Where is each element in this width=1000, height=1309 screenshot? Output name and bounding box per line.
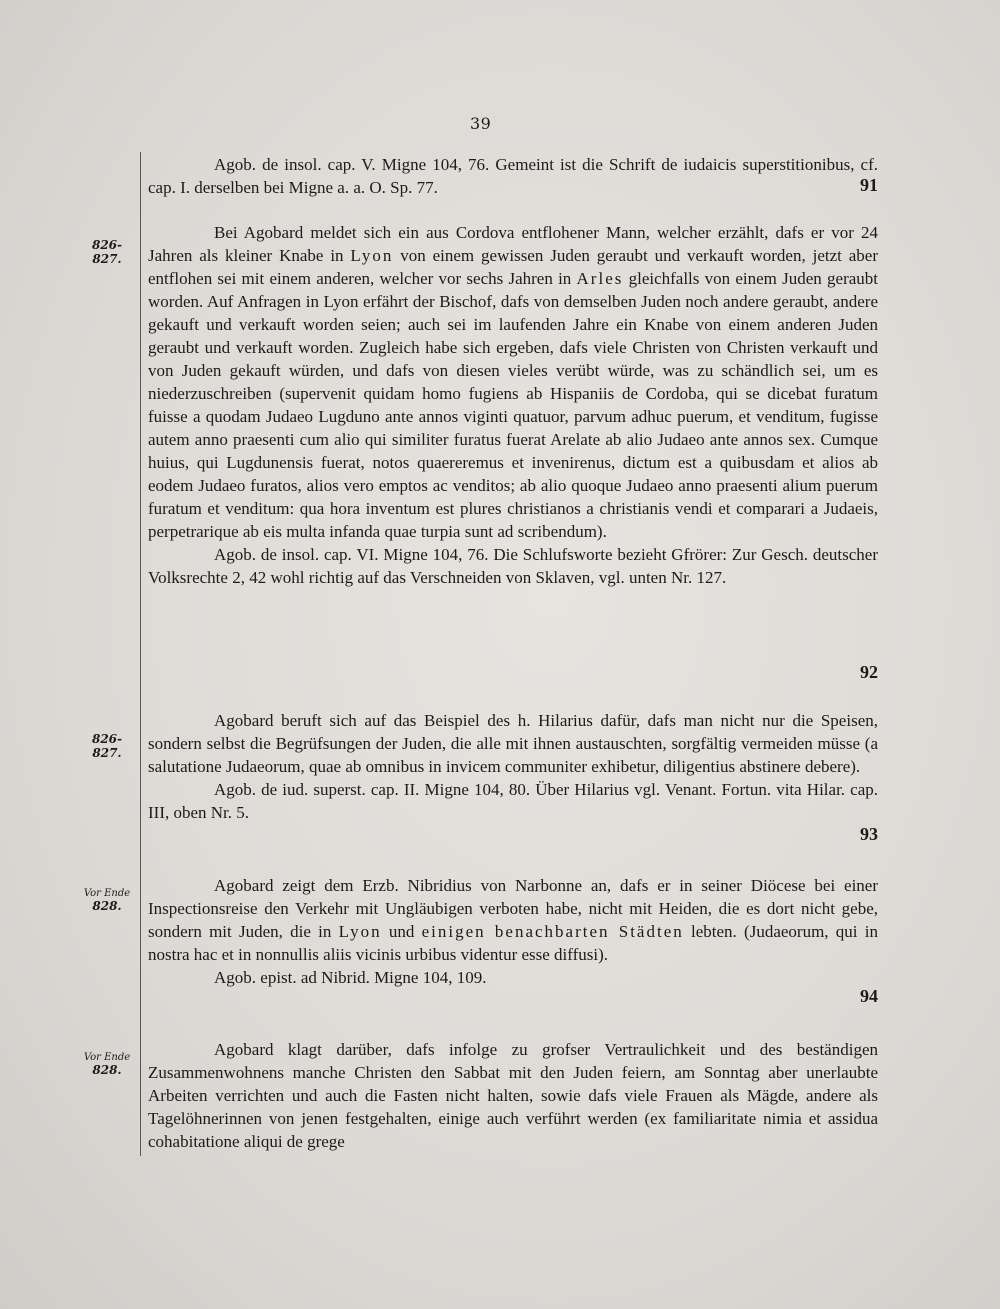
- text-run: lebten. (Judaeorum, qui in nostra hac et in nonnullis aliis vicinis urbibus videntur esse diffusi).: [148, 922, 878, 964]
- margin-note-label: Vor Ende: [83, 888, 131, 899]
- margin-note-year: 828.: [92, 899, 122, 913]
- text-run: von einem gewissen Juden geraubt und verkauft worden, jetzt aber entflohen sei mit einem anderen, welcher vor sechs Jahren in: [148, 246, 878, 288]
- page-number: 39: [470, 114, 492, 133]
- entry-paragraph: [148, 1038, 878, 1153]
- text-run: und: [381, 922, 422, 941]
- spaced-place-name: Lyon: [338, 922, 382, 941]
- entry-text: [148, 874, 878, 966]
- entry-paragraph: [148, 221, 878, 589]
- citation-text: Agob. de insol. cap. V. Migne 104, 76. Gemeint ist die Schrift de iudaicis superstitionibus, cf. cap. I. derselben bei Migne a. a. O. Sp. 77.: [148, 155, 878, 197]
- spaced-phrase: einigen benachbarten Städten: [421, 922, 684, 941]
- citation-text: Agob. de insol. cap. VI. Migne 104, 76. Die Schlufsworte bezieht Gfrörer: Zur Gesch. deutscher Volksrechte 2, 42 wohl richtig auf das Verschneiden von Sklaven, vgl. unten Nr. 127.: [148, 545, 878, 587]
- entry-text: [148, 221, 878, 543]
- text-run: Agobard zeigt dem Erzb. Nibridius von Narbonne an, dafs er in seiner Diöcese bei einer Inspectionsreise den Verkehr mit Ungläubigen verboten habe, nicht mit Heiden, die es dort nicht gebe, sondern mit Juden, die in: [148, 876, 878, 941]
- entry-text: Agobard beruft sich auf das Beispiel des h. Hilarius dafür, dafs man nicht nur die Speisen, sondern selbst die Begrüfsungen der Juden, die alle mit ihnen austauschten, sorgfältig vermeiden müsse (a salutatione Judaeorum, quae ab omnibus in invicem communiter exhibetur, diligentius abstinere debere).: [148, 711, 878, 776]
- spaced-place-name: Lyon: [350, 246, 394, 265]
- margin-date-826-827: 826- 827.: [91, 732, 123, 760]
- margin-note-year: 828.: [92, 1063, 122, 1077]
- text-run: Bei Agobard meldet sich ein aus Cordova entflohener Mann, welcher erzählt, dafs er vor 24 Jahren als kleiner Knabe in: [148, 223, 878, 265]
- entry-text: Agobard klagt darüber, dafs infolge zu grofser Vertraulichkeit und des beständigen Zusammenwohnens manche Christen den Sabbat mit den Juden feiern, am Sonntag aber unerlaubte Arbeiten verrichten und auch die Fasten nicht halten, sowie dafs viele Frauen als Mägde, andere als Tagelöhnerinnen von jenen festgehalten, einige auch verführt werden (ex familiaritate nimia et assidua cohabitatione aliqui de grege: [148, 1040, 878, 1151]
- section-number-91: 91: [860, 175, 878, 195]
- citation-text: Agob. epist. ad Nibrid. Migne 104, 109.: [214, 968, 487, 987]
- margin-rule: [140, 152, 141, 1156]
- citation-block: [148, 153, 878, 199]
- margin-date-826-827: 826- 827.: [91, 238, 123, 266]
- margin-note-vor-ende: [82, 888, 132, 912]
- entry-paragraph: [148, 709, 878, 824]
- margin-note-label: Vor Ende: [83, 1052, 131, 1063]
- entry-paragraph: [148, 874, 878, 989]
- text-run: gleichfalls von einem Juden geraubt worden. Auf Anfragen in Lyon erfährt der Bischof, dafs von demselben Juden noch andere geraubt, andere gekauft und verkauft worden seien; auch sei im laufenden Jahre ein Knabe von einem anderen Juden geraubt und verkauft worden. Zugleich habe sich ergeben, dafs viele Christen von Christen verkauft und von Juden gekauft würden, und dafs von diesen vieles verübt würde, was zu schändlich sei, um es niederzuschreiben (supervenit quidam homo fugiens ab Hispaniis de Cordoba, qui se dicebat furatum fuisse a quodam Judaeo Lugduno ante annos viginti quatuor, parvum adhuc puerum, et venditum, fugisse autem anno praesenti cum alio qui similiter furatus fuerat Arelate ab alio Judaeo ante annos sex. Cumque huius, qui Lugdunensis fuerat, notos quaereremus et invenirenus, dictum est a quibusdam et alios ab eodem Judaeo furatos, alios vero emptos ac venditos; ab alio quoque Judaeo anno praesenti alium puerum furatum et venditum: qua hora inventum est plures christianos a christianis vendi et comparari a Judaeis, perpetrarique ab eis multa infanda quae turpia sunt ad scribendum).: [148, 269, 878, 541]
- spaced-place-name: Arles: [576, 269, 624, 288]
- margin-note-vor-ende: [82, 1052, 132, 1076]
- citation-text: Agob. de iud. superst. cap. II. Migne 104, 80. Über Hilarius vgl. Venant. Fortun. vita Hilar. cap. III, oben Nr. 5.: [148, 780, 878, 822]
- section-number-92: 92: [860, 662, 878, 682]
- section-number-94: 94: [860, 986, 878, 1006]
- section-number-93: 93: [860, 824, 878, 844]
